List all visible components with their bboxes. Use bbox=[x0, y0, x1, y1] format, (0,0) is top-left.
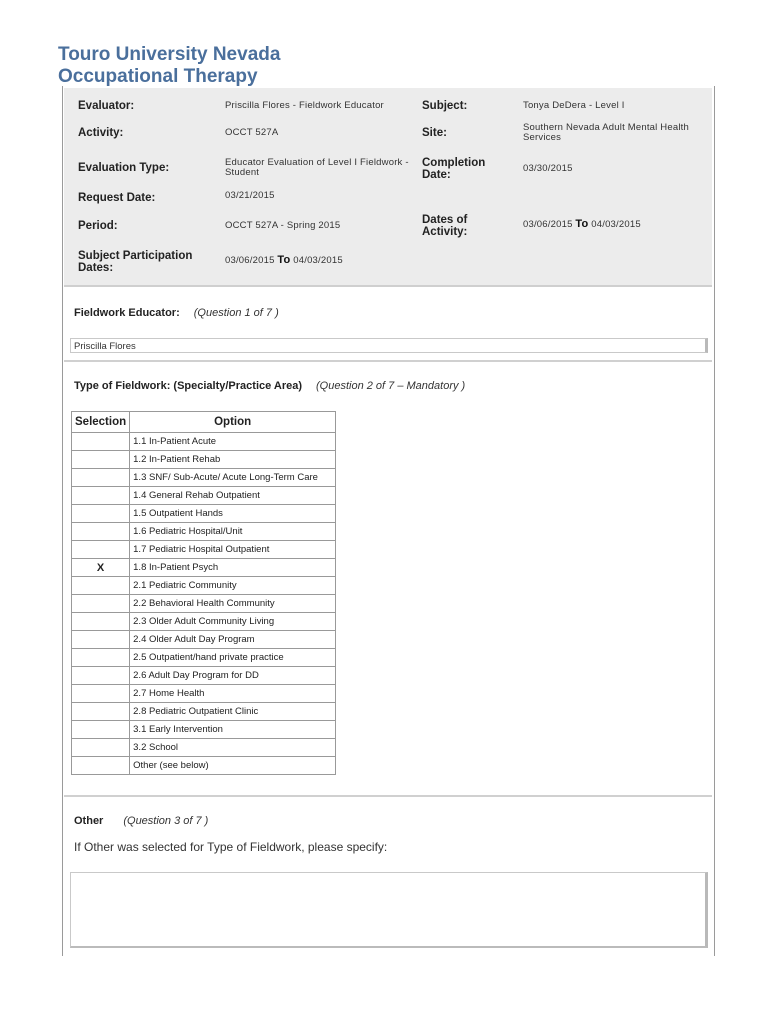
activity-value: OCCT 527A bbox=[225, 127, 279, 138]
section-divider bbox=[64, 795, 712, 797]
title-line-university: Touro University Nevada bbox=[58, 44, 281, 65]
table-row bbox=[72, 685, 336, 703]
table-row bbox=[72, 577, 336, 595]
option-cell: 1.8 In-Patient Psych bbox=[130, 559, 336, 577]
table-row bbox=[72, 757, 336, 775]
option-cell: 3.1 Early Intervention bbox=[130, 721, 336, 739]
option-cell: 1.7 Pediatric Hospital Outpatient bbox=[130, 541, 336, 559]
table-row bbox=[72, 541, 336, 559]
table-row bbox=[72, 721, 336, 739]
option-cell: 2.3 Older Adult Community Living bbox=[130, 613, 336, 631]
question-1-header bbox=[74, 307, 279, 319]
table-row bbox=[72, 433, 336, 451]
fieldwork-type-table bbox=[71, 411, 336, 775]
option-cell: 2.7 Home Health bbox=[130, 685, 336, 703]
dates-of-activity-value: 03/06/2015 To 04/03/2015 bbox=[523, 218, 641, 230]
option-cell: 2.1 Pediatric Community bbox=[130, 577, 336, 595]
table-row bbox=[72, 703, 336, 721]
table-row bbox=[72, 469, 336, 487]
request-date-label: Request Date: bbox=[78, 192, 156, 204]
selection-cell[interactable] bbox=[72, 541, 130, 559]
option-cell: 2.6 Adult Day Program for DD bbox=[130, 667, 336, 685]
completion-date-value: 03/30/2015 bbox=[523, 163, 573, 174]
subject-label: Subject: bbox=[422, 100, 468, 112]
table-row bbox=[72, 523, 336, 541]
table-row bbox=[72, 739, 336, 757]
selection-cell[interactable] bbox=[72, 523, 130, 541]
selection-cell[interactable] bbox=[72, 451, 130, 469]
selection-cell[interactable] bbox=[72, 739, 130, 757]
table-row bbox=[72, 451, 336, 469]
question-3-title: Other bbox=[74, 815, 104, 827]
table-row bbox=[72, 595, 336, 613]
option-cell: 1.1 In-Patient Acute bbox=[130, 433, 336, 451]
evaluation-info-panel bbox=[64, 88, 712, 287]
fieldwork-type-rows bbox=[72, 433, 336, 775]
option-cell: 2.8 Pediatric Outpatient Clinic bbox=[130, 703, 336, 721]
participation-dates-label: Subject Participation Dates: bbox=[78, 250, 193, 274]
question-2-number: (Question 2 of 7 – Mandatory ) bbox=[316, 380, 466, 392]
site-label: Site: bbox=[422, 127, 447, 139]
evaluation-type-value: Educator Evaluation of Level I Fieldwork - Student bbox=[225, 157, 409, 178]
selection-cell[interactable] bbox=[72, 469, 130, 487]
selection-column-header: Selection bbox=[72, 412, 130, 433]
other-specify-textarea[interactable] bbox=[70, 872, 708, 948]
option-cell: 2.2 Behavioral Health Community bbox=[130, 595, 336, 613]
option-cell: 2.5 Outpatient/hand private practice bbox=[130, 649, 336, 667]
selection-cell[interactable] bbox=[72, 685, 130, 703]
selection-cell[interactable] bbox=[72, 595, 130, 613]
selection-cell[interactable]: X bbox=[72, 559, 130, 577]
selection-cell[interactable] bbox=[72, 649, 130, 667]
option-cell: 2.4 Older Adult Day Program bbox=[130, 631, 336, 649]
option-cell: 1.3 SNF/ Sub-Acute/ Acute Long-Term Care bbox=[130, 469, 336, 487]
site-value: Southern Nevada Adult Mental Health Services bbox=[523, 122, 689, 143]
evaluation-type-label: Evaluation Type: bbox=[78, 162, 170, 174]
subject-value: Tonya DeDera - Level I bbox=[523, 100, 625, 111]
option-cell: 1.2 In-Patient Rehab bbox=[130, 451, 336, 469]
table-row bbox=[72, 559, 336, 577]
question-2-title: Type of Fieldwork: (Specialty/Practice Area) bbox=[74, 380, 303, 392]
question-1-title: Fieldwork Educator: bbox=[74, 307, 180, 319]
period-value: OCCT 527A - Spring 2015 bbox=[225, 220, 341, 231]
period-label: Period: bbox=[78, 220, 118, 232]
selection-cell[interactable] bbox=[72, 757, 130, 775]
option-cell: 1.6 Pediatric Hospital/Unit bbox=[130, 523, 336, 541]
fieldwork-educator-field[interactable]: Priscilla Flores bbox=[70, 338, 708, 353]
question-1-number: (Question 1 of 7 ) bbox=[193, 307, 279, 319]
selection-cell[interactable] bbox=[72, 613, 130, 631]
evaluator-label: Evaluator: bbox=[78, 100, 135, 112]
section-divider bbox=[64, 360, 712, 362]
request-date-value: 03/21/2015 bbox=[225, 190, 275, 201]
dates-of-activity-label: Dates of Activity: bbox=[422, 214, 468, 238]
option-column-header: Option bbox=[130, 412, 336, 433]
option-cell: 1.4 General Rehab Outpatient bbox=[130, 487, 336, 505]
option-cell: 3.2 School bbox=[130, 739, 336, 757]
selection-cell[interactable] bbox=[72, 433, 130, 451]
selection-cell[interactable] bbox=[72, 667, 130, 685]
selection-cell[interactable] bbox=[72, 505, 130, 523]
question-3-header bbox=[74, 815, 208, 827]
completion-date-label: Completion Date: bbox=[422, 157, 486, 181]
question-3-number: (Question 3 of 7 ) bbox=[123, 815, 209, 827]
table-row bbox=[72, 667, 336, 685]
table-row bbox=[72, 505, 336, 523]
selection-cell[interactable] bbox=[72, 577, 130, 595]
selection-cell[interactable] bbox=[72, 631, 130, 649]
selection-cell[interactable] bbox=[72, 487, 130, 505]
table-row bbox=[72, 487, 336, 505]
option-cell: Other (see below) bbox=[130, 757, 336, 775]
question-3-prompt: If Other was selected for Type of Fieldwork, please specify: bbox=[74, 840, 388, 854]
evaluator-value: Priscilla Flores - Fieldwork Educator bbox=[225, 100, 384, 111]
table-row bbox=[72, 649, 336, 667]
question-2-header bbox=[74, 380, 465, 392]
activity-label: Activity: bbox=[78, 127, 124, 139]
participation-dates-value: 03/06/2015 To 04/03/2015 bbox=[225, 254, 343, 266]
page-title bbox=[58, 44, 280, 88]
selection-cell[interactable] bbox=[72, 703, 130, 721]
selection-cell[interactable] bbox=[72, 721, 130, 739]
table-row bbox=[72, 613, 336, 631]
option-cell: 1.5 Outpatient Hands bbox=[130, 505, 336, 523]
title-line-program: Occupational Therapy bbox=[58, 66, 258, 87]
table-row bbox=[72, 631, 336, 649]
